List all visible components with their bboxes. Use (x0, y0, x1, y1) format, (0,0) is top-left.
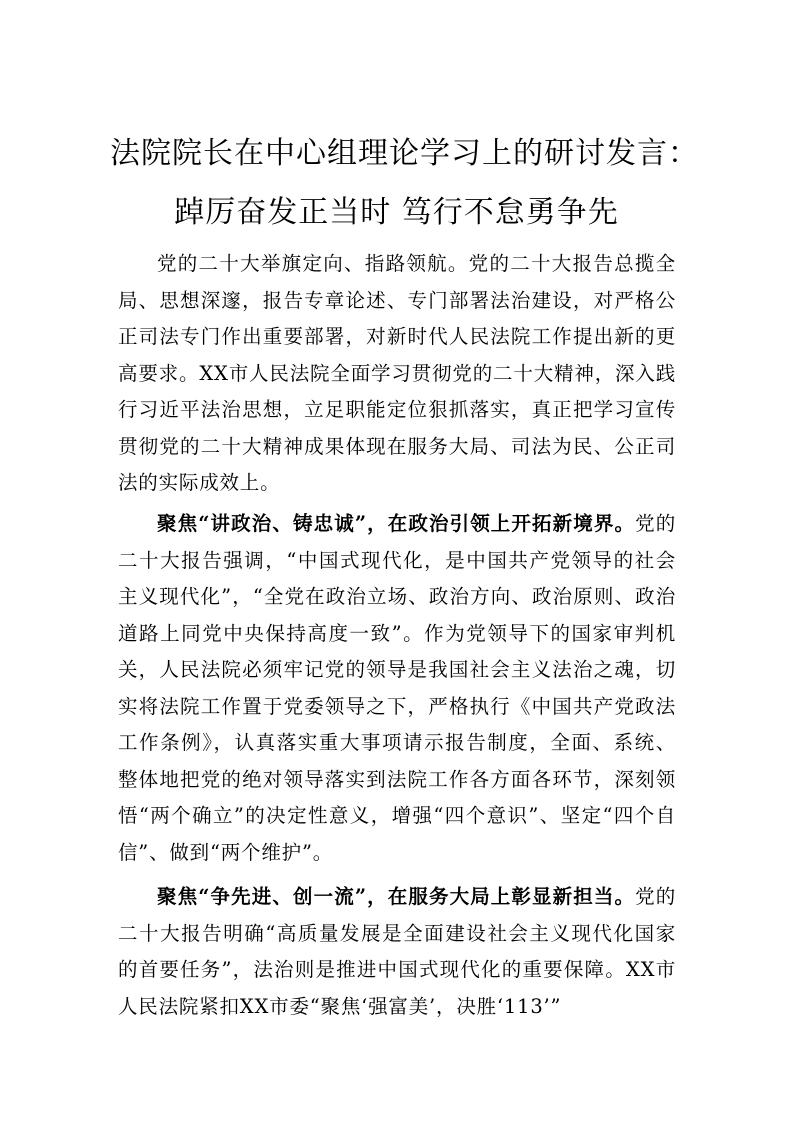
paragraph-2-text: 党的二十大报告强调，“中国式现代化，是中国共产党领导的社会主义现代化”，“全党在政治立场、政治方向、政治原则、政治道路上同党中央保持高度一致”。作为党领导下的国家审判机关，人民法院必须牢记党的领导是我国社会主义法治之魂，切实将法院工作置于党委领导之下，严格执行《中国共产党政法工作条例》，认真落实重大事项请示报告制度，全面、系统、整体地把党的绝对领导落实到法院工作各方面各环节，深刻领悟“两个确立”的决定性意义，增强“四个意识”、坚定“四个自信”、做到“两个维护”。 (118, 512, 676, 864)
paragraph-3-heading: 聚焦“争先进、创一流”，在服务大局上彰显新担当。 (157, 885, 636, 908)
document-title-line-2: 踔厉奋发正当时 笃行不怠勇争先 (174, 195, 619, 230)
paragraph-3-text: 党的二十大报告明确“高质量发展是全面建设社会主义现代化国家的首要任务”，法治则是推进中国式现代化的重要保障。XX市人民法院紧扣XX市委“聚焦‘强富美’，决胜‘113’” (118, 885, 676, 1018)
body-paragraph-1 (118, 246, 676, 502)
paragraph-2-heading: 聚焦“讲政治、铸忠诚”，在政治引领上开拓新境界。 (157, 512, 636, 535)
paragraph-1-text: 党的二十大举旗定向、指路领航。党的二十大报告总揽全局、思想深邃，报告专章论述、专门部署法治建设，对严格公正司法专门作出重要部署，对新时代人民法院工作提出新的更高要求。XX市人民法院全面学习贯彻党的二十大精神，深入践行习近平法治思想，立足职能定位狠抓落实，真正把学习宣传贯彻党的二十大精神成果体现在服务大局、司法为民、公正司法的实际成效上。 (118, 252, 676, 494)
body-paragraph-3 (118, 879, 676, 1025)
body-paragraph-2 (118, 506, 676, 871)
document-title-line-1: 法院院长在中心组理论学习上的研讨发言： (110, 136, 699, 171)
